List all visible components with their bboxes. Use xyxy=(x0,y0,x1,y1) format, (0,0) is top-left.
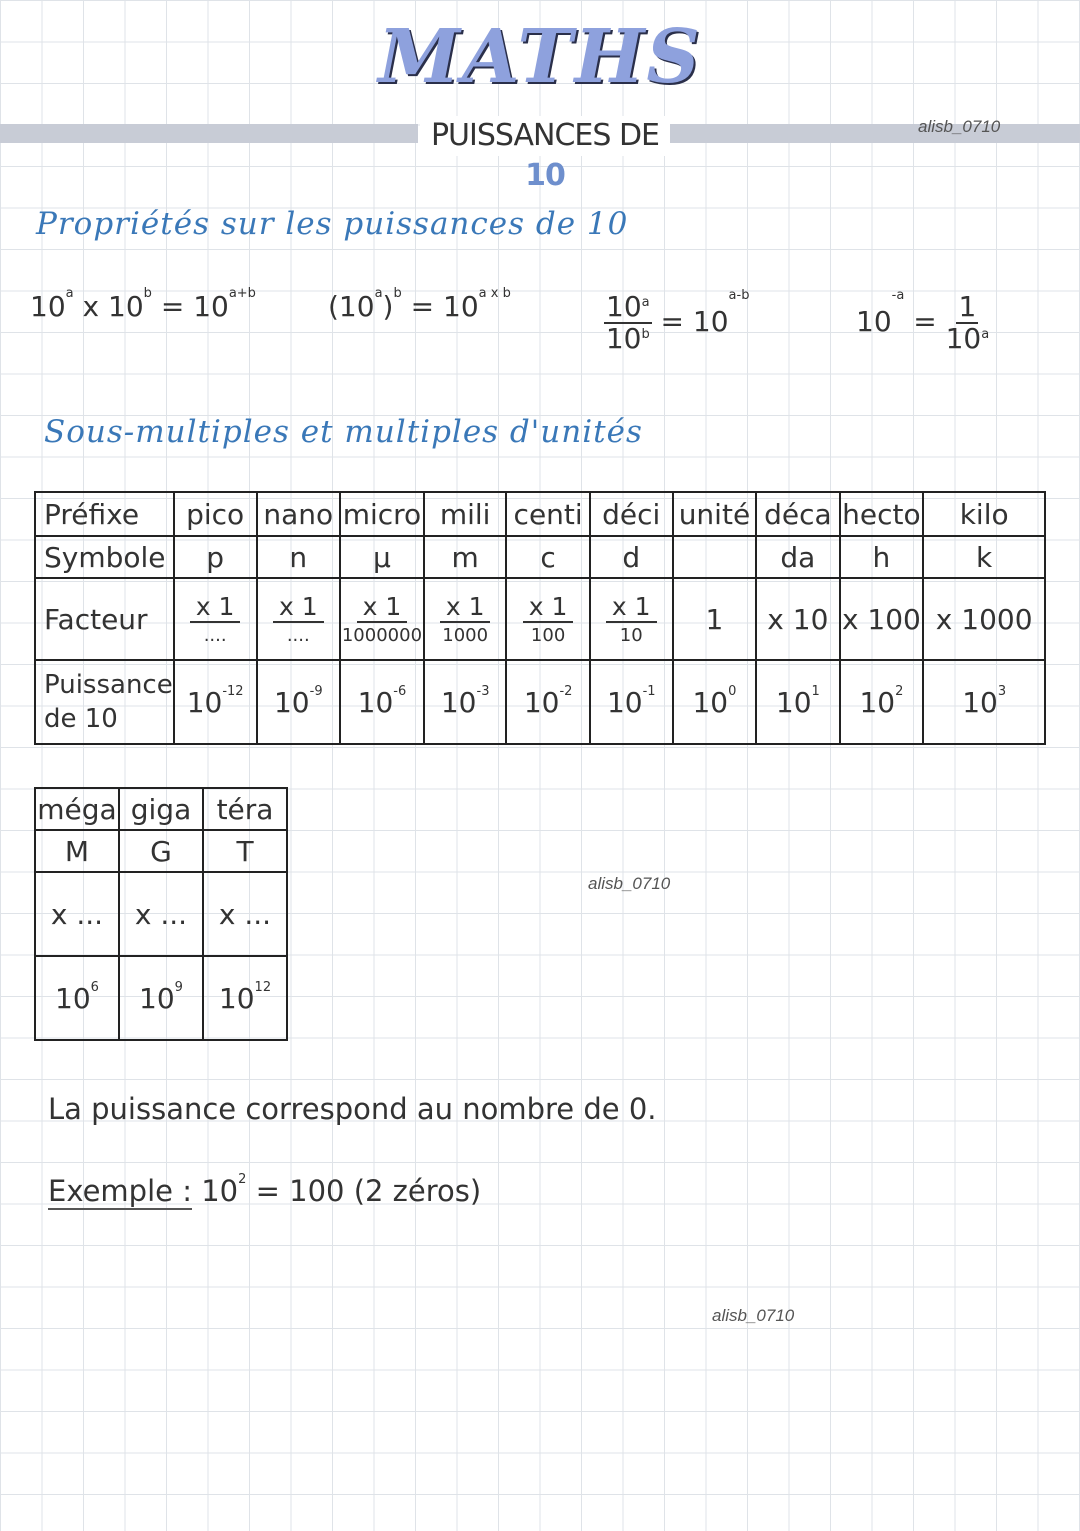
example-exp: 2 xyxy=(238,1172,247,1187)
symbol-cell: d xyxy=(590,536,673,578)
symbol-cell: p xyxy=(174,536,257,578)
big-factor-cell: x ... xyxy=(119,872,203,956)
big-symbol-cell: G xyxy=(119,830,203,872)
big-row-symbol xyxy=(35,830,287,872)
row-prefix xyxy=(35,492,1045,536)
factor-cell: x 1 .... xyxy=(174,578,257,660)
prefix-cell: déci xyxy=(590,492,673,536)
example-base: 10 xyxy=(201,1174,239,1208)
factor-cell: x 1000 xyxy=(923,578,1045,660)
big-symbol-cell: T xyxy=(203,830,287,872)
prefix-cell: kilo xyxy=(923,492,1045,536)
big-units-table xyxy=(34,787,288,1041)
big-row-power xyxy=(35,956,287,1040)
prefix-cell: micro xyxy=(340,492,424,536)
rule-negative: $10^{-a}$ = $\frac{1}{10^a}$ xyxy=(856,288,990,355)
page-title: MATHS xyxy=(378,14,702,100)
prefix-cell: mili xyxy=(424,492,507,536)
subtitle-number: 10 xyxy=(525,158,565,193)
symbol-cell xyxy=(673,536,757,578)
big-row-factor xyxy=(35,872,287,956)
prefix-cell: hecto xyxy=(840,492,924,536)
rule-product: 10$^a$ x $10^b = 10^{a+b}$ xyxy=(30,286,256,323)
symbol-cell: µ xyxy=(340,536,424,578)
row-power xyxy=(35,660,1045,744)
symbol-cell: m xyxy=(424,536,507,578)
power-cell: $10^{-12}$ xyxy=(174,660,257,744)
power-cell: $10^{-6}$ xyxy=(340,660,424,744)
row-factor xyxy=(35,578,1045,660)
symbol-cell: c xyxy=(506,536,589,578)
symbol-cell: k xyxy=(923,536,1045,578)
factor-cell: 1 xyxy=(673,578,757,660)
prefix-cell: nano xyxy=(257,492,340,536)
row-label-factor: Facteur xyxy=(35,578,174,660)
factor-cell: x 100 xyxy=(840,578,924,660)
factor-cell: x 1 1000000 xyxy=(340,578,424,660)
row-symbol xyxy=(35,536,1045,578)
big-row-prefix xyxy=(35,788,287,830)
factor-cell: x 10 xyxy=(756,578,839,660)
big-power-cell: $10^{12}$ xyxy=(203,956,287,1040)
watermark-top: alisb_0710 xyxy=(918,117,1001,136)
rule-negative-fraction: $\frac{1}{10^a}$ xyxy=(945,290,990,355)
symbol-cell: n xyxy=(257,536,340,578)
example-rest: = 100 (2 zéros) xyxy=(255,1174,482,1208)
power-cell: $10^0$ xyxy=(673,660,757,744)
big-symbol-cell: M xyxy=(35,830,119,872)
example-label: Exemple : xyxy=(48,1174,192,1208)
row-label-symbol: Symbole xyxy=(35,536,174,578)
big-power-cell: $10^9$ xyxy=(119,956,203,1040)
big-factor-cell: x ... xyxy=(35,872,119,956)
rule-power-of-power: $(10^a)^b = 10^{a x b}$ xyxy=(328,286,511,323)
prefix-cell: unité xyxy=(673,492,757,536)
rule-quotient-fraction: $\frac{10^a}{10^b}$ xyxy=(605,290,650,355)
big-prefix-cell: giga xyxy=(119,788,203,830)
units-table xyxy=(34,491,1046,745)
rule-quotient: $\frac{10^a}{10^b}$ = 10$^{a-b}$ xyxy=(605,288,750,355)
power-cell: $10^3$ xyxy=(923,660,1045,744)
big-prefix-cell: méga xyxy=(35,788,119,830)
symbol-cell: h xyxy=(840,536,924,578)
power-cell: $10^{-9}$ xyxy=(257,660,340,744)
header-band-right xyxy=(668,124,1080,143)
subtitle-text: PUISSANCES DE xyxy=(430,118,660,153)
power-cell: $10^1$ xyxy=(756,660,839,744)
prefix-cell: centi xyxy=(506,492,589,536)
factor-cell: x 1 .... xyxy=(257,578,340,660)
row-label-power: Puissance de 10 xyxy=(35,660,174,744)
big-prefix-cell: téra xyxy=(203,788,287,830)
prefix-cell: déca xyxy=(756,492,839,536)
properties-heading: Propriétés sur les puissances de 10 xyxy=(36,206,629,242)
power-cell: $10^{-3}$ xyxy=(424,660,507,744)
statement: La puissance correspond au nombre de 0. xyxy=(48,1092,657,1126)
units-heading: Sous-multiples et multiples d'unités xyxy=(44,414,643,450)
power-cell: $10^{-2}$ xyxy=(506,660,589,744)
watermark-bottom: alisb_0710 xyxy=(712,1306,795,1325)
factor-cell: x 1 100 xyxy=(506,578,589,660)
power-cell: $10^2$ xyxy=(840,660,924,744)
row-label-prefix: Préfixe xyxy=(35,492,174,536)
factor-cell: x 1 10 xyxy=(590,578,673,660)
watermark-mid: alisb_0710 xyxy=(588,874,671,893)
page-subtitle xyxy=(420,116,670,193)
big-factor-cell: x ... xyxy=(203,872,287,956)
example xyxy=(48,1174,481,1208)
factor-cell: x 1 1000 xyxy=(424,578,507,660)
symbol-cell: da xyxy=(756,536,839,578)
header-band-left xyxy=(0,124,418,143)
big-power-cell: $10^6$ xyxy=(35,956,119,1040)
prefix-cell: pico xyxy=(174,492,257,536)
power-cell: $10^{-1}$ xyxy=(590,660,673,744)
